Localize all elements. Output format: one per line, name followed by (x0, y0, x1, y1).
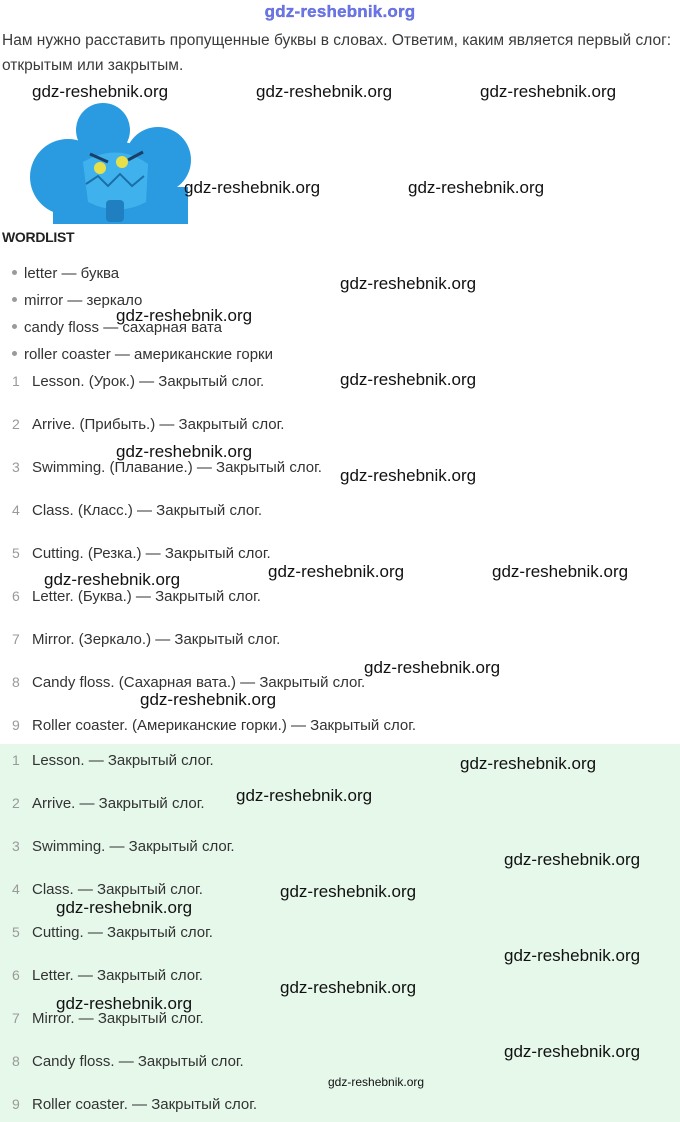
watermark-text[interactable]: gdz-reshebnik.org (460, 754, 597, 773)
watermark-text[interactable]: gdz-reshebnik.org (140, 690, 277, 709)
watermark-text[interactable]: gdz-reshebnik.org (280, 882, 417, 901)
watermark-text[interactable]: gdz-reshebnik.org (280, 978, 417, 997)
list-item: 2 Arrive. (Прибыть.) — Закрытый слог. (12, 416, 285, 433)
list-item: 8 Candy floss. — Закрытый слог. (12, 1053, 244, 1070)
top-watermark[interactable]: gdz-reshebnik.org (264, 2, 416, 21)
list-item: 5 Cutting. — Закрытый слог. (12, 924, 213, 941)
list-item: 1 Lesson. (Урок.) — Закрытый слог. (12, 373, 265, 390)
watermark-text[interactable]: gdz-reshebnik.org (504, 946, 641, 965)
watermark-text[interactable]: gdz-reshebnik.org (44, 570, 181, 589)
list-item: 9 Roller coaster. (Американские горки.) — Закрытый слог. (12, 717, 417, 734)
watermark-text[interactable]: gdz-reshebnik.org (256, 82, 393, 101)
watermark-text[interactable]: gdz-reshebnik.org (504, 850, 641, 869)
list-item: candy floss — сахарная вата (12, 319, 222, 336)
watermark-text[interactable]: gdz-reshebnik.org (32, 82, 169, 101)
list-item: 4 Class. — Закрытый слог. (12, 881, 203, 898)
wordlist-title: WORDLIST (2, 229, 75, 245)
watermark-text[interactable]: gdz-reshebnik.org (268, 562, 405, 581)
watermark-text[interactable]: gdz-reshebnik.org (480, 82, 617, 101)
list-item: 6 Letter. (Буква.) — Закрытый слог. (12, 588, 261, 605)
list-item: 3 Swimming. — Закрытый слог. (12, 838, 235, 855)
list-item: 4 Class. (Класс.) — Закрытый слог. (12, 502, 263, 519)
watermark-text[interactable]: gdz-reshebnik.org (116, 442, 253, 461)
list-item: 3 Swimming. (Плавание.) — Закрытый слог. (12, 459, 322, 476)
list-item: 9 Roller coaster. — Закрытый слог. (12, 1096, 258, 1113)
watermark-text[interactable]: gdz-reshebnik.org (56, 994, 193, 1013)
list-item: 7 Mirror. — Закрытый слог. (12, 1010, 204, 1027)
blue-cloud-mascot-icon (28, 102, 192, 224)
list-item: 1 Lesson. — Закрытый слог. (12, 752, 214, 769)
watermark-text[interactable]: gdz-reshebnik.org (340, 274, 477, 293)
list-item: mirror — зеркало (12, 292, 142, 309)
list-item: roller coaster — американские горки (12, 346, 273, 363)
watermark-text[interactable]: gdz-reshebnik.org (116, 306, 253, 325)
list-item: 2 Arrive. — Закрытый слог. (12, 795, 205, 812)
list-item: letter — буква (12, 265, 119, 282)
watermark-text[interactable]: gdz-reshebnik.org (340, 370, 477, 389)
watermark-text[interactable]: gdz-reshebnik.org (184, 178, 321, 197)
watermark-text[interactable]: gdz-reshebnik.org (56, 898, 193, 917)
intro-text: Нам нужно расставить пропущенные буквы в словах. Ответим, каким является первый слог: открытым или закрытым. (2, 32, 672, 74)
watermark-text[interactable]: gdz-reshebnik.org (236, 786, 373, 805)
watermark-text[interactable]: gdz-reshebnik.org (364, 658, 501, 677)
watermark-text[interactable]: gdz-reshebnik.org (340, 466, 477, 485)
watermark-text[interactable]: gdz-reshebnik.org (504, 1042, 641, 1061)
watermark-text[interactable]: gdz-reshebnik.org (328, 1075, 425, 1089)
list-item: 7 Mirror. (Зеркало.) — Закрытый слог. (12, 631, 281, 648)
watermark-text[interactable]: gdz-reshebnik.org (408, 178, 545, 197)
mascot-image (28, 102, 192, 224)
watermark-text[interactable]: gdz-reshebnik.org (492, 562, 629, 581)
list-item: 6 Letter. — Закрытый слог. (12, 967, 203, 984)
list-item: 8 Candy floss. (Сахарная вата.) — Закрытый слог. (12, 674, 366, 691)
list-item: 5 Cutting. (Резка.) — Закрытый слог. (12, 545, 271, 562)
